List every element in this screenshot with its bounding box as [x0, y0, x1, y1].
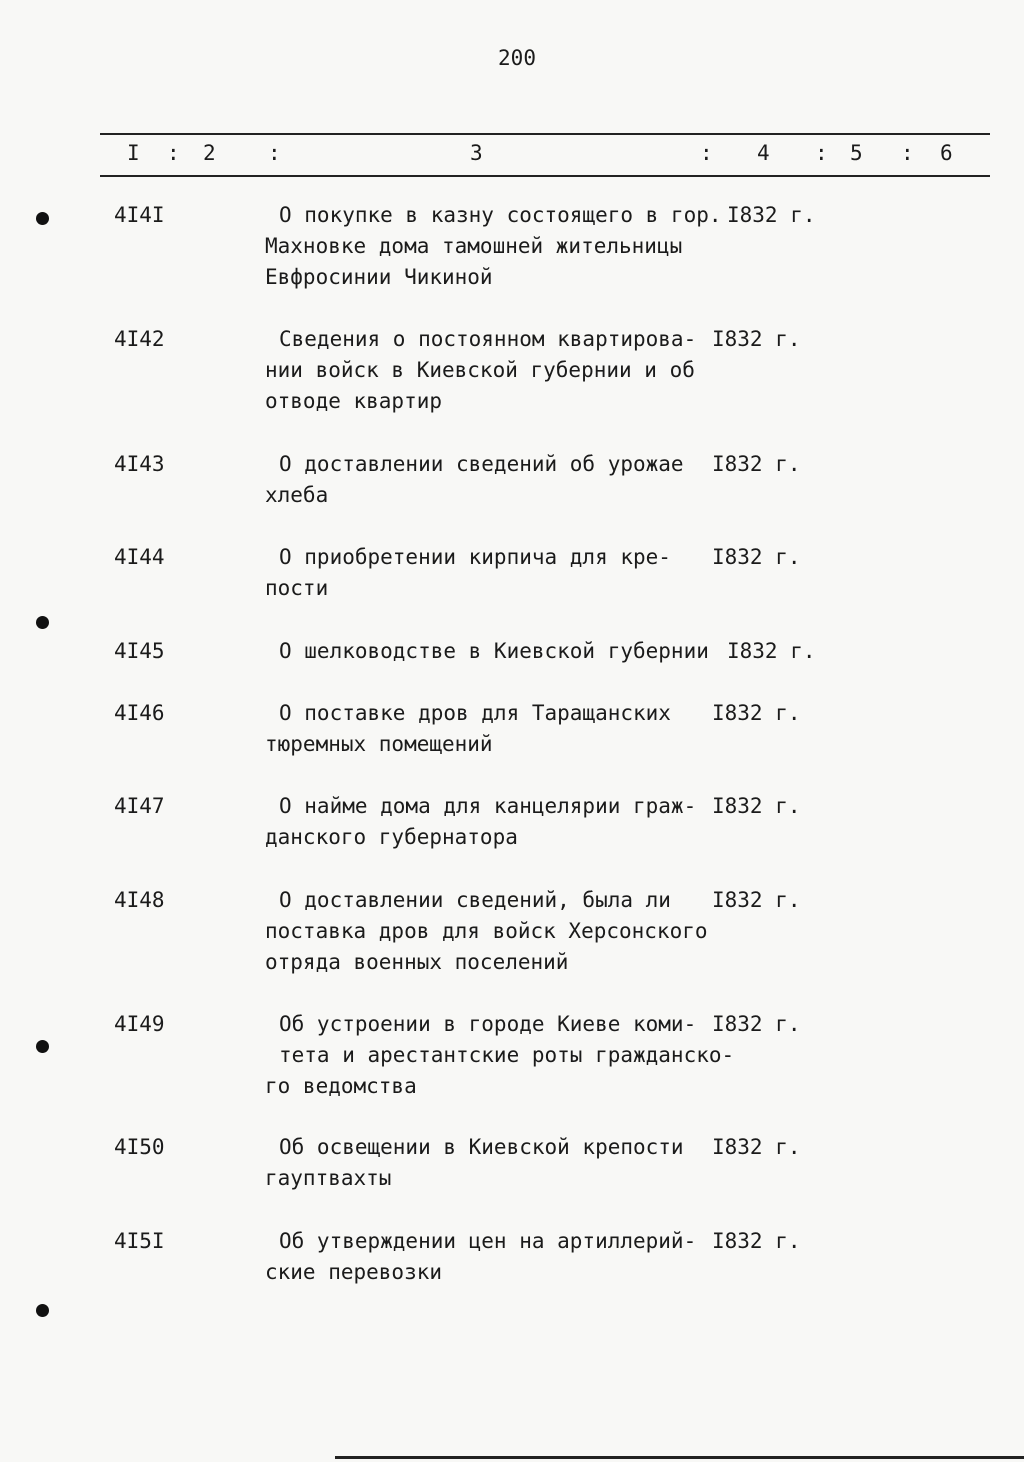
header-separator: :: [901, 141, 914, 165]
record-title: [265, 698, 695, 760]
header-col-2: 2: [203, 141, 216, 165]
title-line: поставка дров для войск Херсонского: [265, 919, 708, 943]
title-line: О приобретении кирпича для кре-: [279, 545, 671, 569]
record-title: [265, 324, 695, 417]
title-line: данского губернатора: [265, 825, 518, 849]
title-line: отводе квартир: [265, 389, 443, 413]
record-title: [265, 636, 709, 667]
record-number: 4I45: [114, 639, 165, 663]
title-line: ские перевозки: [265, 1260, 443, 1284]
title-line: О шелководстве в Киевской губернии: [279, 639, 709, 663]
record-title: [265, 542, 695, 604]
record-date: I832 г.: [712, 701, 801, 725]
title-line: Махновке дома тамошней жительницы: [265, 234, 683, 258]
title-line: го ведомства: [265, 1074, 417, 1098]
header-col-4: 4: [757, 141, 770, 165]
title-line: отряда военных поселений: [265, 950, 569, 974]
header-col-1: I: [127, 141, 140, 165]
table-header-rule: [100, 175, 990, 177]
record-date: I832 г.: [727, 639, 816, 663]
record-number: 4I42: [114, 327, 165, 351]
header-separator: :: [700, 141, 713, 165]
page-number: 200: [498, 46, 536, 70]
binder-hole-mark: [36, 1304, 49, 1317]
title-line: О доставлении сведений об урожае: [279, 452, 684, 476]
record-number: 4I48: [114, 888, 165, 912]
record-number: 4I4I: [114, 203, 165, 227]
record-title: [265, 200, 722, 293]
record-number: 4I43: [114, 452, 165, 476]
title-line: О покупке в казну состоящего в гор.: [279, 203, 722, 227]
title-line: Об утверждении цен на артиллерий-: [279, 1229, 697, 1253]
title-line: О найме дома для канцелярии граж-: [279, 794, 697, 818]
title-line: Об освещении в Киевской крепости: [279, 1135, 684, 1159]
record-title: [265, 885, 708, 978]
binder-hole-mark: [36, 1040, 49, 1053]
title-line: хлеба: [265, 483, 329, 507]
record-date: I832 г.: [712, 794, 801, 818]
header-separator: :: [268, 141, 281, 165]
title-line: тета и арестантские роты гражданско-: [279, 1043, 735, 1067]
binder-hole-mark: [36, 616, 49, 629]
title-line: Об устроении в городе Киеве коми-: [279, 1012, 697, 1036]
record-number: 4I50: [114, 1135, 165, 1159]
header-col-5: 5: [850, 141, 863, 165]
record-title: [265, 1226, 695, 1288]
title-line: Сведения о постоянном квартирова-: [279, 327, 697, 351]
table-top-rule: [100, 133, 990, 135]
record-date: I832 г.: [712, 452, 801, 476]
header-separator: :: [815, 141, 828, 165]
record-title: [265, 449, 695, 511]
record-date: I832 г.: [712, 1229, 801, 1253]
page-bottom-edge: [335, 1456, 1024, 1459]
title-line: нии войск в Киевской губернии и об: [265, 358, 695, 382]
record-number: 4I44: [114, 545, 165, 569]
record-title: [265, 1132, 695, 1194]
record-date: I832 г.: [727, 203, 816, 227]
title-line: О поставке дров для Таращанских: [279, 701, 671, 725]
record-number: 4I49: [114, 1012, 165, 1036]
record-number: 4I46: [114, 701, 165, 725]
record-date: I832 г.: [712, 327, 801, 351]
title-line: Евфросинии Чикиной: [265, 265, 493, 289]
record-number: 4I5I: [114, 1229, 165, 1253]
record-title: [265, 791, 695, 853]
header-separator: :: [167, 141, 180, 165]
title-line: пости: [265, 576, 329, 600]
title-line: тюремных помещений: [265, 732, 493, 756]
record-date: I832 г.: [712, 888, 801, 912]
title-line: О доставлении сведений, была ли: [279, 888, 671, 912]
record-date: I832 г.: [712, 545, 801, 569]
header-col-6: 6: [940, 141, 953, 165]
title-line: гауптвахты: [265, 1166, 392, 1190]
record-date: I832 г.: [712, 1135, 801, 1159]
record-date: I832 г.: [712, 1012, 801, 1036]
header-col-3: 3: [470, 141, 483, 165]
record-title: [265, 1009, 735, 1102]
record-number: 4I47: [114, 794, 165, 818]
binder-hole-mark: [36, 212, 49, 225]
